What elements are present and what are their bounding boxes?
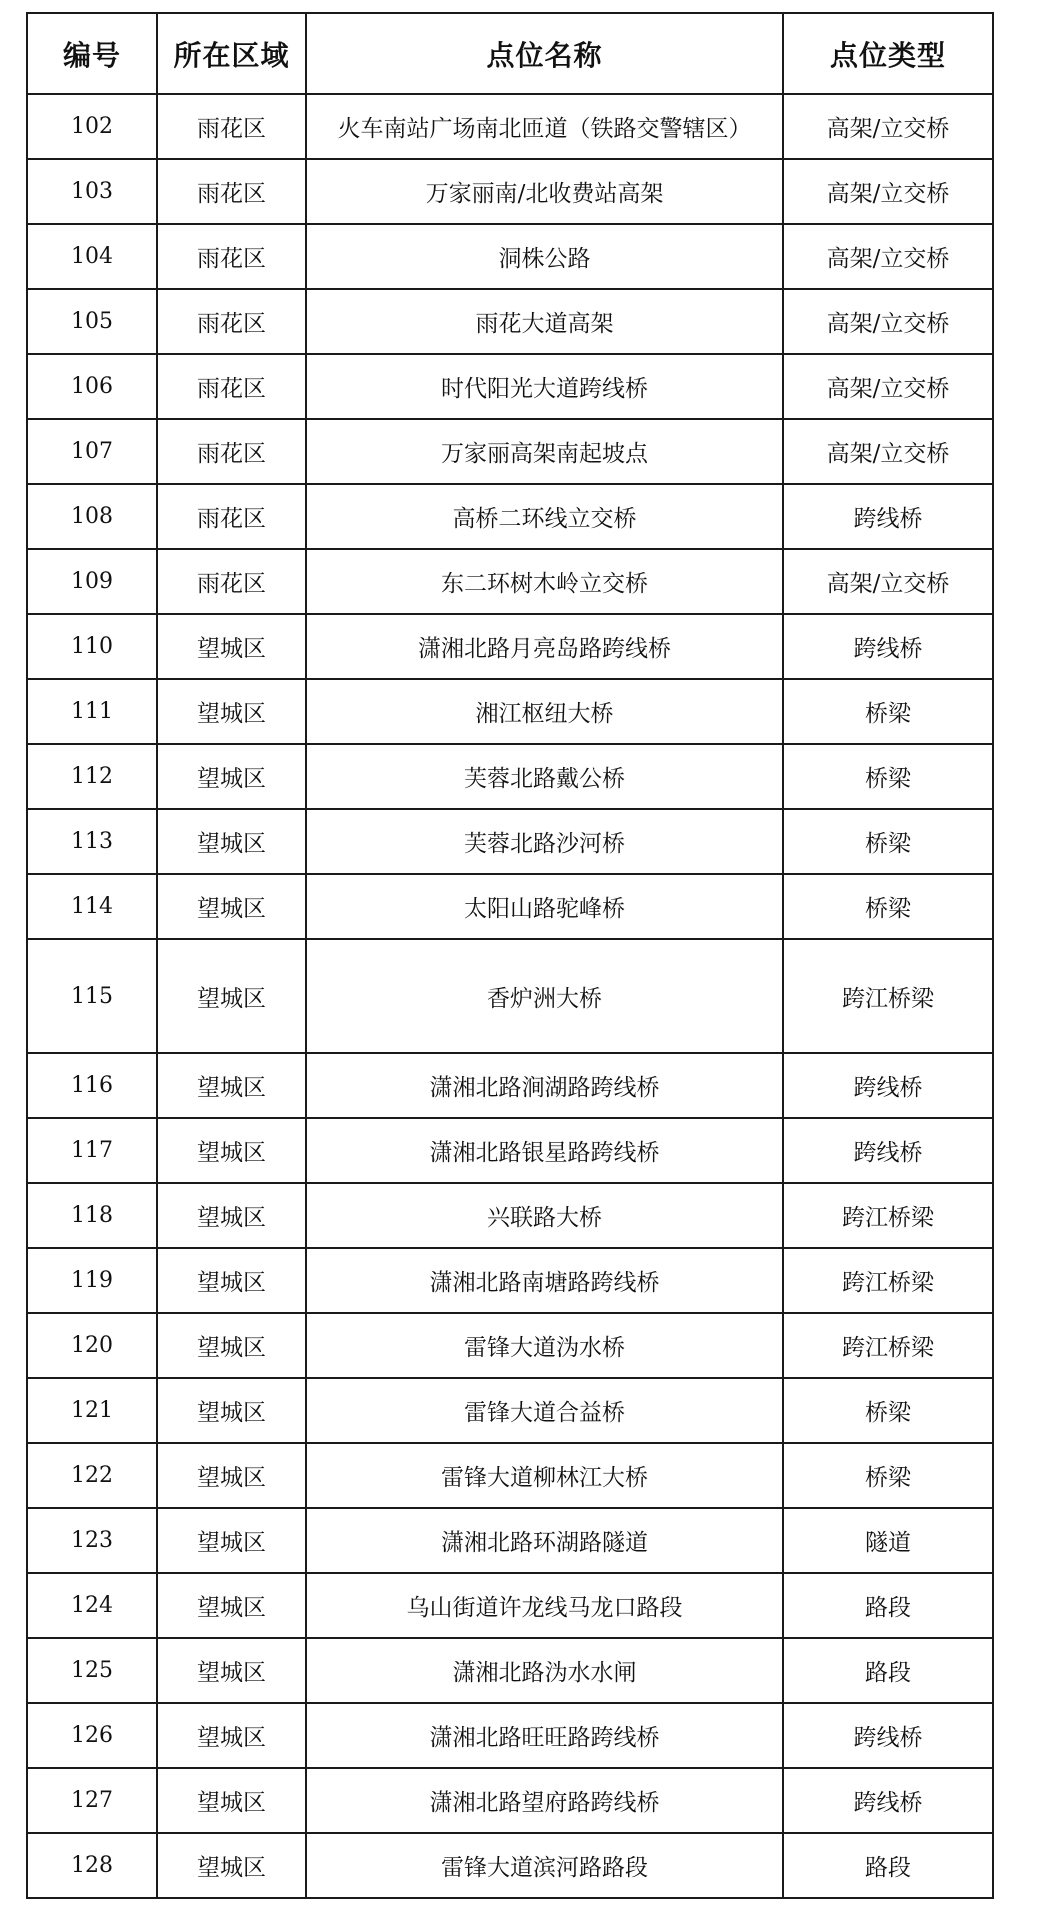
table-row	[27, 1118, 993, 1183]
cell-location-type: 跨线桥	[783, 1768, 993, 1833]
table-row	[27, 1703, 993, 1768]
table-row	[27, 614, 993, 679]
cell-district: 雨花区	[157, 549, 306, 614]
cell-location-type: 桥梁	[783, 809, 993, 874]
cell-location-name: 兴联路大桥	[306, 1183, 783, 1248]
table-row	[27, 679, 993, 744]
cell-location-name: 雷锋大道合益桥	[306, 1378, 783, 1443]
cell-location-type: 路段	[783, 1833, 993, 1898]
table-row	[27, 1768, 993, 1833]
header-district: 所在区域	[157, 13, 306, 94]
cell-number: 110	[27, 614, 157, 679]
table-row	[27, 1573, 993, 1638]
cell-district: 望城区	[157, 809, 306, 874]
cell-number: 112	[27, 744, 157, 809]
cell-location-type: 路段	[783, 1573, 993, 1638]
cell-number: 107	[27, 419, 157, 484]
cell-number: 118	[27, 1183, 157, 1248]
cell-number: 114	[27, 874, 157, 939]
cell-district: 望城区	[157, 744, 306, 809]
table-row	[27, 419, 993, 484]
cell-location-name: 高桥二环线立交桥	[306, 484, 783, 549]
table-row	[27, 809, 993, 874]
cell-location-name: 雷锋大道沩水桥	[306, 1313, 783, 1378]
cell-district: 雨花区	[157, 159, 306, 224]
cell-district: 望城区	[157, 1833, 306, 1898]
cell-location-name: 芙蓉北路沙河桥	[306, 809, 783, 874]
cell-district: 望城区	[157, 1248, 306, 1313]
cell-location-name: 湘江枢纽大桥	[306, 679, 783, 744]
cell-number: 121	[27, 1378, 157, 1443]
table-row	[27, 94, 993, 159]
cell-location-name: 潇湘北路望府路跨线桥	[306, 1768, 783, 1833]
table-row	[27, 874, 993, 939]
cell-district: 雨花区	[157, 224, 306, 289]
header-location-type: 点位类型	[783, 13, 993, 94]
header-number: 编号	[27, 13, 157, 94]
cell-location-name: 雷锋大道柳林江大桥	[306, 1443, 783, 1508]
table-row	[27, 1443, 993, 1508]
cell-number: 126	[27, 1703, 157, 1768]
table-row	[27, 1183, 993, 1248]
cell-location-type: 高架/立交桥	[783, 224, 993, 289]
table-row	[27, 1638, 993, 1703]
cell-number: 113	[27, 809, 157, 874]
cell-district: 望城区	[157, 1378, 306, 1443]
table-row	[27, 289, 993, 354]
table-row	[27, 1313, 993, 1378]
cell-location-name: 潇湘北路月亮岛路跨线桥	[306, 614, 783, 679]
header-location-name: 点位名称	[306, 13, 783, 94]
cell-location-name: 潇湘北路环湖路隧道	[306, 1508, 783, 1573]
cell-district: 雨花区	[157, 354, 306, 419]
cell-location-type: 跨江桥梁	[783, 1183, 993, 1248]
cell-location-type: 高架/立交桥	[783, 354, 993, 419]
cell-district: 望城区	[157, 1313, 306, 1378]
cell-location-type: 跨线桥	[783, 614, 993, 679]
cell-number: 102	[27, 94, 157, 159]
cell-location-type: 桥梁	[783, 874, 993, 939]
cell-district: 望城区	[157, 1573, 306, 1638]
cell-district: 雨花区	[157, 289, 306, 354]
cell-location-type: 跨江桥梁	[783, 1248, 993, 1313]
cell-number: 103	[27, 159, 157, 224]
cell-district: 望城区	[157, 1053, 306, 1118]
cell-district: 雨花区	[157, 94, 306, 159]
cell-number: 108	[27, 484, 157, 549]
cell-district: 望城区	[157, 1443, 306, 1508]
cell-location-type: 高架/立交桥	[783, 159, 993, 224]
cell-location-name: 时代阳光大道跨线桥	[306, 354, 783, 419]
cell-location-name: 火车南站广场南北匝道（铁路交警辖区）	[306, 94, 783, 159]
cell-district: 望城区	[157, 614, 306, 679]
cell-location-type: 高架/立交桥	[783, 419, 993, 484]
cell-location-type: 跨线桥	[783, 1053, 993, 1118]
cell-district: 望城区	[157, 939, 306, 1053]
cell-location-name: 东二环树木岭立交桥	[306, 549, 783, 614]
cell-location-name: 雷锋大道滨河路路段	[306, 1833, 783, 1898]
cell-number: 128	[27, 1833, 157, 1898]
cell-district: 望城区	[157, 1118, 306, 1183]
cell-location-type: 桥梁	[783, 744, 993, 809]
cell-location-name: 芙蓉北路戴公桥	[306, 744, 783, 809]
table-row	[27, 744, 993, 809]
cell-location-name: 万家丽南/北收费站高架	[306, 159, 783, 224]
cell-location-type: 桥梁	[783, 1378, 993, 1443]
cell-location-name: 太阳山路驼峰桥	[306, 874, 783, 939]
cell-location-type: 高架/立交桥	[783, 549, 993, 614]
table-row	[27, 549, 993, 614]
cell-district: 望城区	[157, 679, 306, 744]
cell-location-name: 潇湘北路南塘路跨线桥	[306, 1248, 783, 1313]
cell-location-name: 潇湘北路沩水水闸	[306, 1638, 783, 1703]
table-row	[27, 1378, 993, 1443]
cell-district: 望城区	[157, 1703, 306, 1768]
table-row	[27, 1508, 993, 1573]
location-table	[26, 12, 994, 1899]
cell-number: 117	[27, 1118, 157, 1183]
cell-location-name: 乌山街道许龙线马龙口路段	[306, 1573, 783, 1638]
cell-district: 望城区	[157, 1638, 306, 1703]
cell-location-type: 跨线桥	[783, 1118, 993, 1183]
cell-location-name: 香炉洲大桥	[306, 939, 783, 1053]
table-row	[27, 159, 993, 224]
cell-location-type: 跨江桥梁	[783, 939, 993, 1053]
table-row	[27, 354, 993, 419]
cell-number: 125	[27, 1638, 157, 1703]
table-row	[27, 224, 993, 289]
cell-location-name: 洞株公路	[306, 224, 783, 289]
cell-location-type: 跨江桥梁	[783, 1313, 993, 1378]
cell-district: 雨花区	[157, 419, 306, 484]
cell-location-type: 跨线桥	[783, 484, 993, 549]
table-row	[27, 1248, 993, 1313]
cell-number: 111	[27, 679, 157, 744]
cell-district: 望城区	[157, 1768, 306, 1833]
table-row	[27, 1833, 993, 1898]
cell-location-name: 潇湘北路银星路跨线桥	[306, 1118, 783, 1183]
table-row	[27, 484, 993, 549]
cell-number: 109	[27, 549, 157, 614]
cell-location-name: 潇湘北路涧湖路跨线桥	[306, 1053, 783, 1118]
cell-location-name: 潇湘北路旺旺路跨线桥	[306, 1703, 783, 1768]
cell-location-type: 高架/立交桥	[783, 94, 993, 159]
cell-location-type: 隧道	[783, 1508, 993, 1573]
cell-number: 119	[27, 1248, 157, 1313]
cell-number: 106	[27, 354, 157, 419]
table-row	[27, 1053, 993, 1118]
cell-number: 104	[27, 224, 157, 289]
cell-district: 望城区	[157, 874, 306, 939]
cell-location-name: 雨花大道高架	[306, 289, 783, 354]
cell-number: 116	[27, 1053, 157, 1118]
cell-district: 雨花区	[157, 484, 306, 549]
cell-location-type: 桥梁	[783, 1443, 993, 1508]
cell-number: 127	[27, 1768, 157, 1833]
cell-location-type: 路段	[783, 1638, 993, 1703]
cell-number: 123	[27, 1508, 157, 1573]
cell-number: 124	[27, 1573, 157, 1638]
cell-location-type: 跨线桥	[783, 1703, 993, 1768]
cell-location-name: 万家丽高架南起坡点	[306, 419, 783, 484]
cell-location-type: 高架/立交桥	[783, 289, 993, 354]
table-row	[27, 939, 993, 1053]
cell-location-type: 桥梁	[783, 679, 993, 744]
cell-district: 望城区	[157, 1508, 306, 1573]
cell-number: 105	[27, 289, 157, 354]
cell-number: 115	[27, 939, 157, 1053]
cell-district: 望城区	[157, 1183, 306, 1248]
cell-number: 120	[27, 1313, 157, 1378]
cell-number: 122	[27, 1443, 157, 1508]
table-header-row	[27, 13, 993, 94]
